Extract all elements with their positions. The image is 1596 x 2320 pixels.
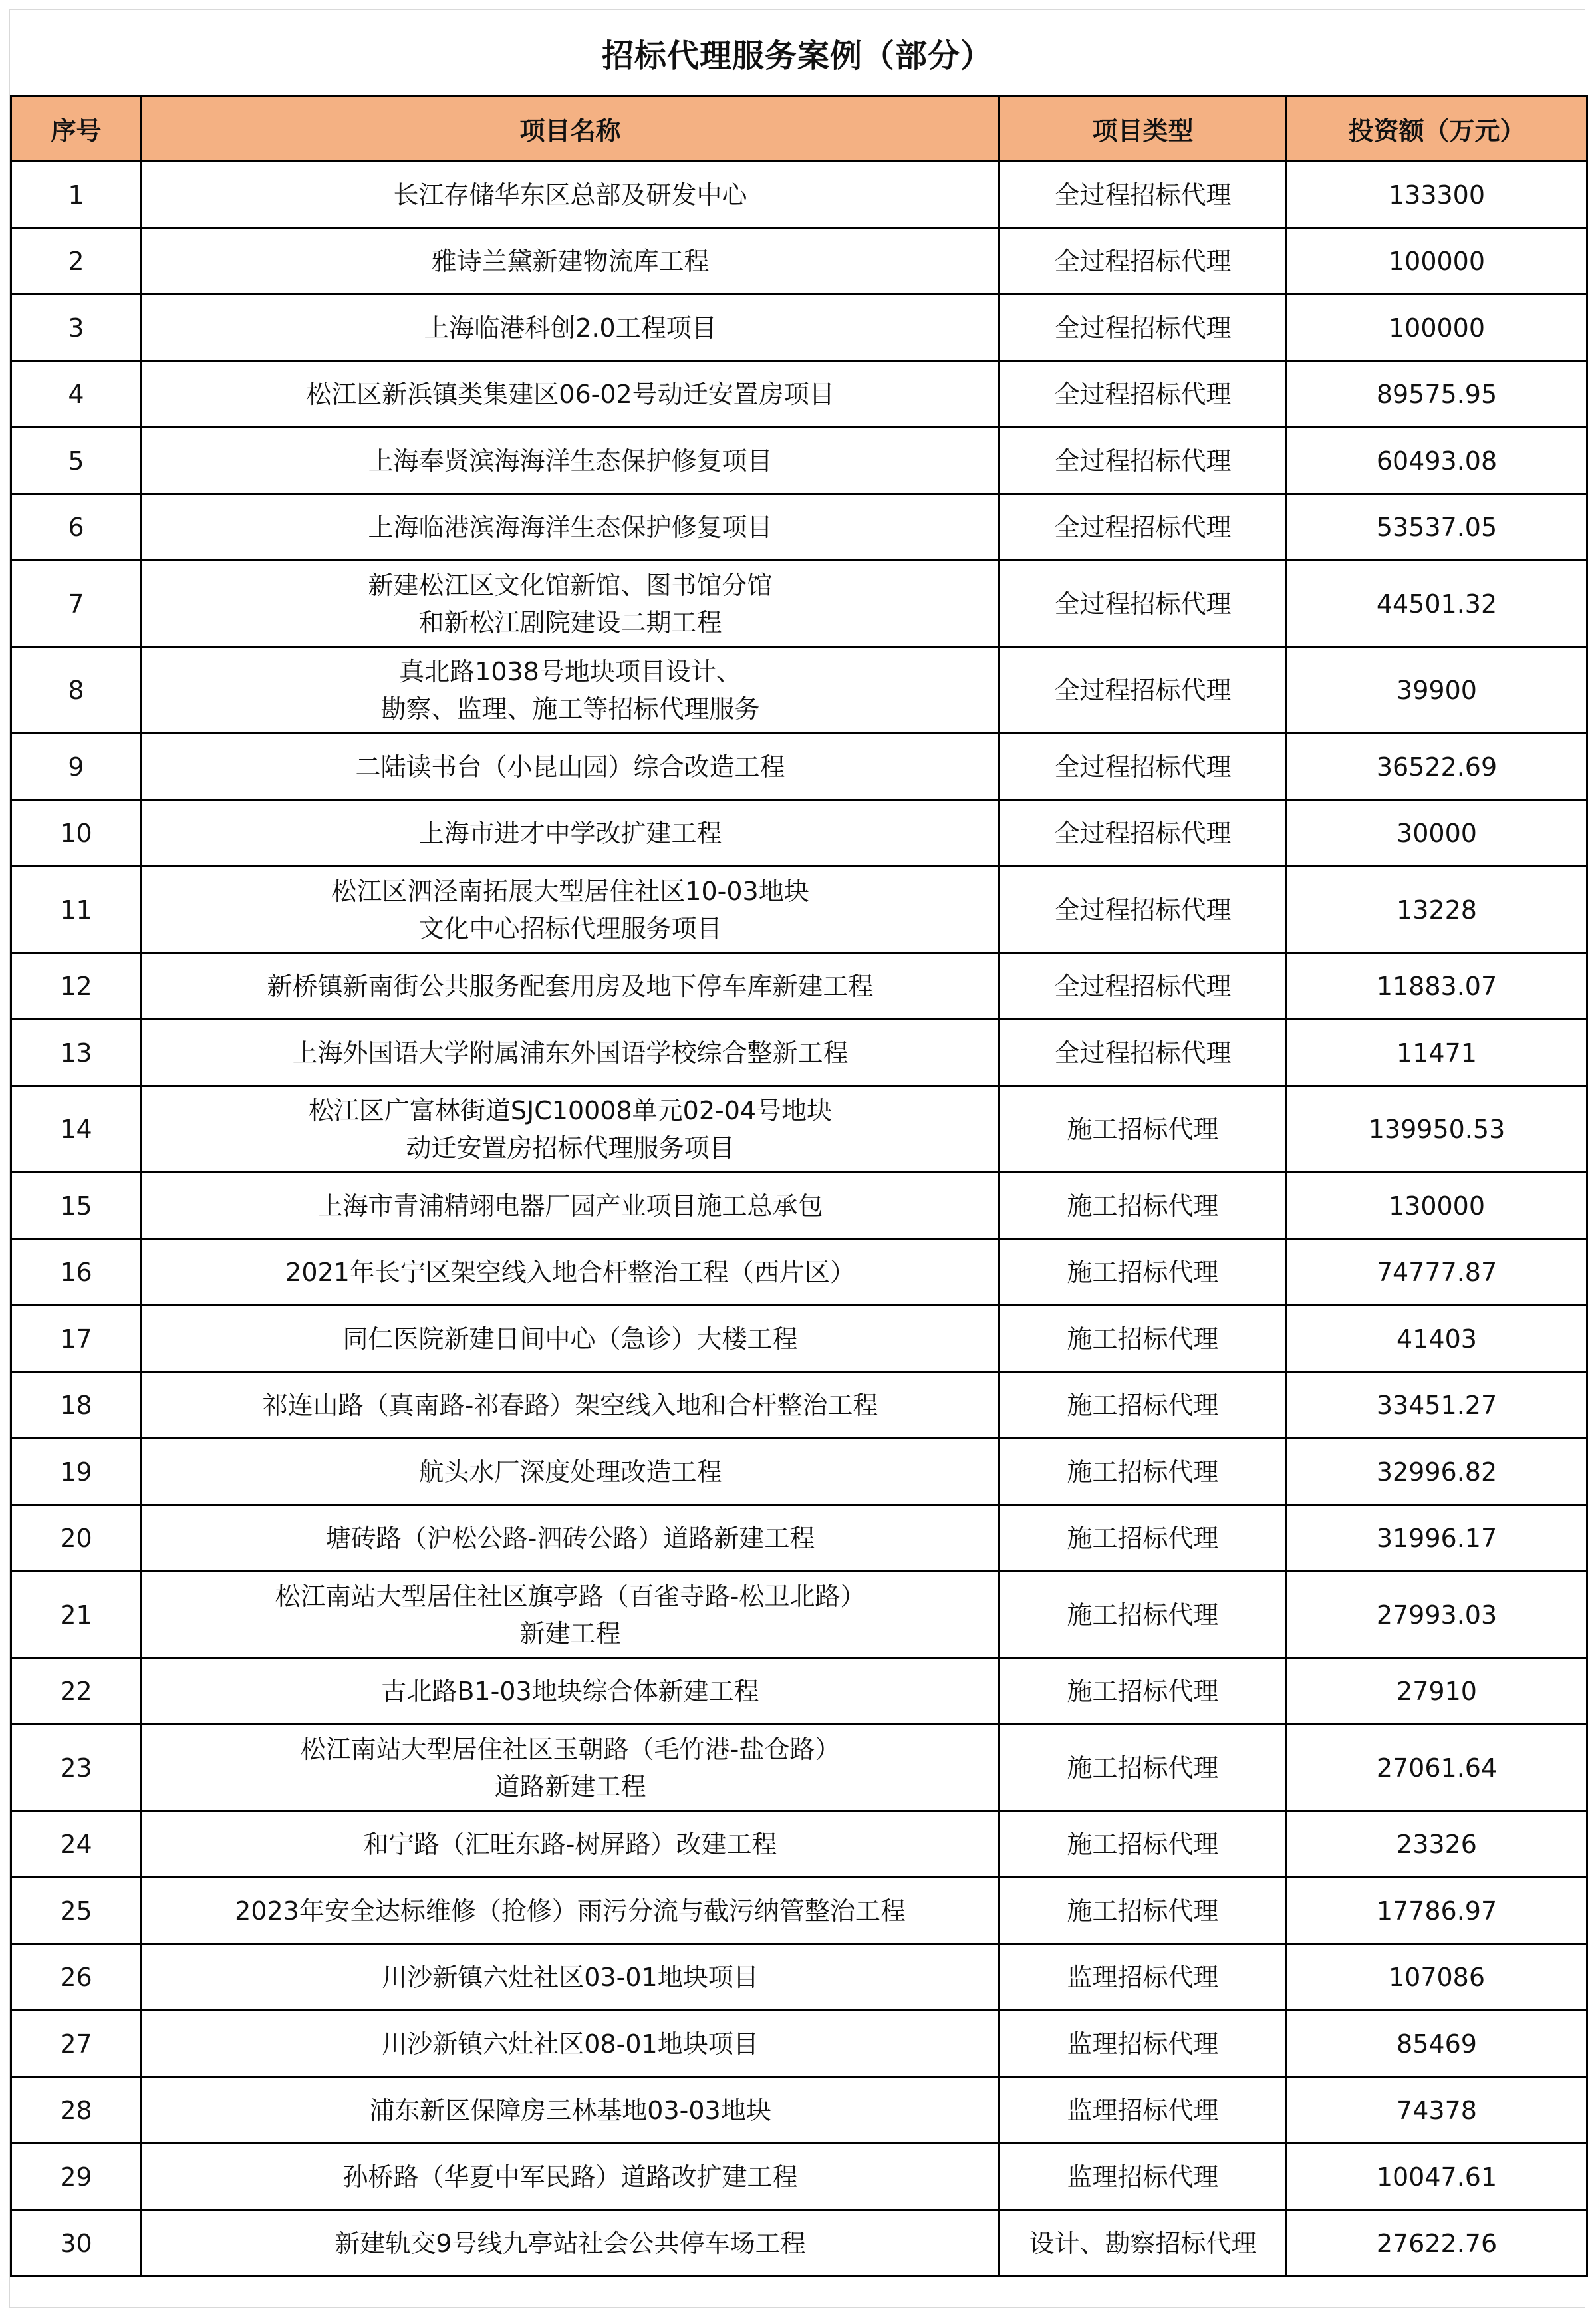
- table-row: [11, 1086, 1587, 1173]
- cell-amount: 13228: [1287, 867, 1587, 953]
- cell-no: 28: [11, 2077, 142, 2144]
- table-row: [11, 2210, 1587, 2277]
- cell-type: 全过程招标代理: [999, 494, 1287, 561]
- spreadsheet-sheet: [9, 9, 1585, 2308]
- cell-amount: 74378: [1287, 2077, 1587, 2144]
- cell-no: 8: [11, 647, 142, 734]
- cell-amount: 100000: [1287, 228, 1587, 295]
- cell-name-line: 上海外国语大学附属浦东外国语学校综合整新工程: [292, 1038, 849, 1068]
- cell-name-line: 上海市青浦精翊电器厂园产业项目施工总承包: [317, 1191, 823, 1221]
- table-row: [11, 1658, 1587, 1725]
- cell-name-line: 孙桥路（华夏中军民路）道路改扩建工程: [342, 2162, 798, 2192]
- cell-name: [142, 494, 999, 561]
- table-row: [11, 1505, 1587, 1572]
- cell-amount: 17786.97: [1287, 1878, 1587, 1944]
- cell-name-line: 新建工程: [519, 1618, 621, 1648]
- table-row: [11, 1173, 1587, 1239]
- cell-name-line: 上海奉贤滨海海洋生态保护修复项目: [368, 446, 773, 476]
- cell-name-line: 新建轨交9号线九亭站社会公共停车场工程: [334, 2228, 806, 2258]
- cell-no: 3: [11, 295, 142, 361]
- cell-name-line: 二陆读书台（小昆山园）综合改造工程: [355, 752, 785, 782]
- cell-amount: 32996.82: [1287, 1439, 1587, 1505]
- cell-name-line: 祁连山路（真南路-祁春路）架空线入地和合杆整治工程: [262, 1390, 878, 1420]
- cell-name-line: 2021年长宁区架空线入地合杆整治工程（西片区）: [285, 1257, 855, 1287]
- cell-name-line: 塘砖路（沪松公路-泗砖公路）道路新建工程: [325, 1523, 815, 1553]
- cell-name-line: 动迁安置房招标代理服务项目: [406, 1133, 735, 1163]
- cell-no: 21: [11, 1572, 142, 1658]
- cell-no: 11: [11, 867, 142, 953]
- cell-no: 2: [11, 228, 142, 295]
- cell-name-line: 松江区新浜镇类集建区06-02号动迁安置房项目: [306, 379, 835, 409]
- cell-amount: 53537.05: [1287, 494, 1587, 561]
- table-row: [11, 1439, 1587, 1505]
- cell-type: 监理招标代理: [999, 2011, 1287, 2077]
- cell-type: 全过程招标代理: [999, 1020, 1287, 1086]
- cell-name-line: 川沙新镇六灶社区08-01地块项目: [382, 2029, 759, 2059]
- cell-type: 施工招标代理: [999, 1725, 1287, 1811]
- table-row: [11, 867, 1587, 953]
- cell-name: [142, 1439, 999, 1505]
- table-row: [11, 162, 1587, 228]
- cell-name-line: 新建松江区文化馆新馆、图书馆分馆: [368, 570, 773, 600]
- cell-no: 24: [11, 1811, 142, 1878]
- cell-amount: 107086: [1287, 1944, 1587, 2011]
- cell-name: [142, 1306, 999, 1372]
- cell-name-line: 上海临港科创2.0工程项目: [424, 313, 717, 343]
- cell-no: 22: [11, 1658, 142, 1725]
- cell-name: [142, 1572, 999, 1658]
- cell-name: [142, 2144, 999, 2210]
- cell-amount: 89575.95: [1287, 361, 1587, 428]
- table-row: [11, 228, 1587, 295]
- cell-name: [142, 734, 999, 800]
- cell-type: 全过程招标代理: [999, 867, 1287, 953]
- cell-name-line: 和宁路（汇旺东路-树屏路）改建工程: [363, 1829, 777, 1859]
- cell-name: [142, 428, 999, 494]
- cell-type: 全过程招标代理: [999, 162, 1287, 228]
- cell-name: [142, 1725, 999, 1811]
- cell-name: [142, 1239, 999, 1306]
- table-row: [11, 1239, 1587, 1306]
- cell-name-line: 松江南站大型居住社区旗亭路（百雀寺路-松卫北路）: [275, 1581, 866, 1611]
- cell-amount: 11471: [1287, 1020, 1587, 1086]
- cell-name-line: 文化中心招标代理服务项目: [418, 913, 722, 943]
- cell-name: [142, 1658, 999, 1725]
- cell-no: 13: [11, 1020, 142, 1086]
- cell-name: [142, 1505, 999, 1572]
- cell-name-line: 雅诗兰黛新建物流库工程: [431, 246, 710, 276]
- cell-type: 全过程招标代理: [999, 734, 1287, 800]
- cell-amount: 130000: [1287, 1173, 1587, 1239]
- cell-no: 19: [11, 1439, 142, 1505]
- cell-type: 施工招标代理: [999, 1306, 1287, 1372]
- cell-name-line: 新桥镇新南街公共服务配套用房及地下停车库新建工程: [267, 971, 874, 1001]
- table-row: [11, 1725, 1587, 1811]
- cell-amount: 27061.64: [1287, 1725, 1587, 1811]
- cell-amount: 41403: [1287, 1306, 1587, 1372]
- cell-name: [142, 561, 999, 647]
- cell-type: 施工招标代理: [999, 1439, 1287, 1505]
- table-row: [11, 428, 1587, 494]
- cell-name: [142, 1372, 999, 1439]
- cell-name-line: 航头水厂深度处理改造工程: [418, 1457, 722, 1487]
- table-row: [11, 800, 1587, 867]
- cell-name: [142, 1811, 999, 1878]
- cell-no: 30: [11, 2210, 142, 2277]
- cell-name: [142, 800, 999, 867]
- cell-no: 6: [11, 494, 142, 561]
- cell-type: 施工招标代理: [999, 1372, 1287, 1439]
- cell-no: 14: [11, 1086, 142, 1173]
- cell-no: 27: [11, 2011, 142, 2077]
- cell-name: [142, 1944, 999, 2011]
- cell-amount: 33451.27: [1287, 1372, 1587, 1439]
- table-row: [11, 2144, 1587, 2210]
- cell-type: 全过程招标代理: [999, 561, 1287, 647]
- cell-name: [142, 1020, 999, 1086]
- cell-name-line: 松江区广富林街道SJC10008单元02-04号地块: [308, 1095, 833, 1125]
- cell-name: [142, 1878, 999, 1944]
- cell-name-line: 勘察、监理、施工等招标代理服务: [380, 694, 760, 724]
- cell-type: 全过程招标代理: [999, 228, 1287, 295]
- cell-name: [142, 162, 999, 228]
- header-no: 序号: [11, 96, 142, 162]
- cell-no: 10: [11, 800, 142, 867]
- header-type: 项目类型: [999, 96, 1287, 162]
- cell-no: 26: [11, 1944, 142, 2011]
- cell-no: 5: [11, 428, 142, 494]
- header-row: [11, 96, 1587, 162]
- cell-amount: 60493.08: [1287, 428, 1587, 494]
- cell-name-line: 真北路1038号地块项目设计、: [399, 656, 741, 686]
- cell-amount: 139950.53: [1287, 1086, 1587, 1173]
- header-amount: 投资额（万元）: [1287, 96, 1587, 162]
- cell-type: 设计、勘察招标代理: [999, 2210, 1287, 2277]
- cell-amount: 44501.32: [1287, 561, 1587, 647]
- cell-name-line: 古北路B1-03地块综合体新建工程: [381, 1676, 759, 1706]
- cell-type: 监理招标代理: [999, 2144, 1287, 2210]
- table-row: [11, 2077, 1587, 2144]
- cell-no: 25: [11, 1878, 142, 1944]
- cell-type: 施工招标代理: [999, 1811, 1287, 1878]
- cell-no: 23: [11, 1725, 142, 1811]
- table-row: [11, 494, 1587, 561]
- cell-amount: 39900: [1287, 647, 1587, 734]
- cell-name: [142, 953, 999, 1020]
- cell-amount: 23326: [1287, 1811, 1587, 1878]
- table-row: [11, 647, 1587, 734]
- cell-name: [142, 867, 999, 953]
- cell-type: 施工招标代理: [999, 1173, 1287, 1239]
- table-body: [11, 162, 1587, 2277]
- cell-type: 全过程招标代理: [999, 361, 1287, 428]
- cell-name-line: 松江区泗泾南拓展大型居住社区10-03地块: [331, 876, 809, 906]
- cell-name: [142, 1173, 999, 1239]
- cell-no: 9: [11, 734, 142, 800]
- cell-amount: 27622.76: [1287, 2210, 1587, 2277]
- table-row: [11, 1020, 1587, 1086]
- cell-type: 监理招标代理: [999, 2077, 1287, 2144]
- cell-name: [142, 2011, 999, 2077]
- cell-amount: 27910: [1287, 1658, 1587, 1725]
- cell-name-line: 和新松江剧院建设二期工程: [418, 607, 722, 637]
- cell-amount: 27993.03: [1287, 1572, 1587, 1658]
- cell-name-line: 上海市进才中学改扩建工程: [418, 818, 722, 848]
- table-row: [11, 1306, 1587, 1372]
- table-row: [11, 2011, 1587, 2077]
- cell-type: 施工招标代理: [999, 1086, 1287, 1173]
- table-row: [11, 1572, 1587, 1658]
- cell-amount: 100000: [1287, 295, 1587, 361]
- cell-no: 20: [11, 1505, 142, 1572]
- header-name: 项目名称: [142, 96, 999, 162]
- cell-type: 施工招标代理: [999, 1658, 1287, 1725]
- cell-name: [142, 2077, 999, 2144]
- cell-type: 施工招标代理: [999, 1572, 1287, 1658]
- cell-type: 全过程招标代理: [999, 953, 1287, 1020]
- cell-name: [142, 361, 999, 428]
- cases-table: [10, 95, 1588, 2277]
- cell-name-line: 同仁医院新建日间中心（急诊）大楼工程: [342, 1324, 798, 1354]
- table-row: [11, 1944, 1587, 2011]
- table-row: [11, 734, 1587, 800]
- cell-name-line: 松江南站大型居住社区玉朝路（毛竹港-盐仓路）: [300, 1734, 841, 1764]
- cell-type: 全过程招标代理: [999, 295, 1287, 361]
- cell-no: 15: [11, 1173, 142, 1239]
- cell-no: 18: [11, 1372, 142, 1439]
- cell-no: 12: [11, 953, 142, 1020]
- table-row: [11, 953, 1587, 1020]
- table-row: [11, 1878, 1587, 1944]
- cell-amount: 74777.87: [1287, 1239, 1587, 1306]
- cell-type: 施工招标代理: [999, 1878, 1287, 1944]
- cell-amount: 36522.69: [1287, 734, 1587, 800]
- cell-name-line: 川沙新镇六灶社区03-01地块项目: [382, 1962, 759, 1992]
- cell-name: [142, 228, 999, 295]
- table-row: [11, 361, 1587, 428]
- cell-name: [142, 647, 999, 734]
- cell-type: 施工招标代理: [999, 1505, 1287, 1572]
- cell-name: [142, 1086, 999, 1173]
- cell-name: [142, 2210, 999, 2277]
- cell-no: 1: [11, 162, 142, 228]
- cell-name-line: 2023年安全达标维修（抢修）雨污分流与截污纳管整治工程: [235, 1896, 906, 1926]
- cell-amount: 133300: [1287, 162, 1587, 228]
- cell-type: 全过程招标代理: [999, 647, 1287, 734]
- cell-no: 17: [11, 1306, 142, 1372]
- table-row: [11, 1811, 1587, 1878]
- cell-name: [142, 295, 999, 361]
- cell-type: 施工招标代理: [999, 1239, 1287, 1306]
- cell-amount: 30000: [1287, 800, 1587, 867]
- cell-amount: 11883.07: [1287, 953, 1587, 1020]
- table-row: [11, 561, 1587, 647]
- cell-amount: 85469: [1287, 2011, 1587, 2077]
- cell-type: 全过程招标代理: [999, 800, 1287, 867]
- cell-type: 全过程招标代理: [999, 428, 1287, 494]
- cell-no: 16: [11, 1239, 142, 1306]
- cell-type: 监理招标代理: [999, 1944, 1287, 2011]
- sheet-title: 招标代理服务案例（部分）: [601, 37, 993, 74]
- cell-no: 4: [11, 361, 142, 428]
- cell-amount: 10047.61: [1287, 2144, 1587, 2210]
- cell-name-line: 道路新建工程: [494, 1771, 646, 1801]
- cell-amount: 31996.17: [1287, 1505, 1587, 1572]
- table-row: [11, 1372, 1587, 1439]
- table-row: [11, 295, 1587, 361]
- cell-no: 29: [11, 2144, 142, 2210]
- cell-name-line: 上海临港滨海海洋生态保护修复项目: [368, 512, 773, 542]
- cell-name-line: 长江存储华东区总部及研发中心: [393, 180, 747, 210]
- cell-no: 7: [11, 561, 142, 647]
- cell-name-line: 浦东新区保障房三林基地03-03地块: [369, 2095, 771, 2125]
